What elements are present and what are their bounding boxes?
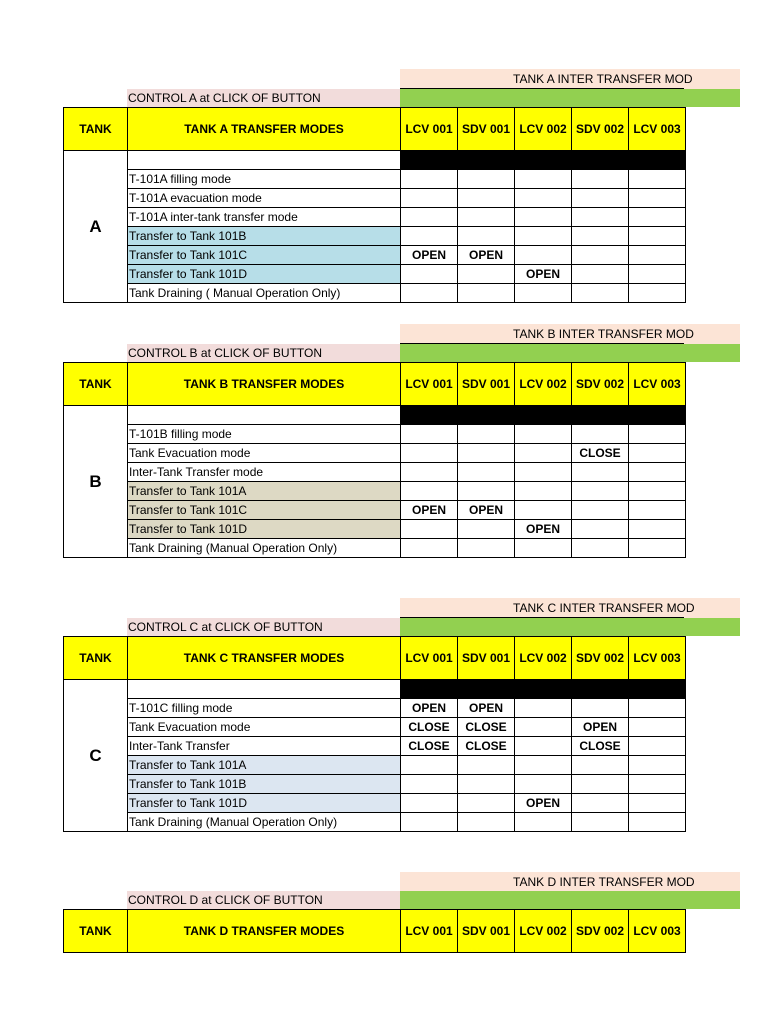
control-button-label[interactable]: CONTROL C at CLICK OF BUTTON: [127, 618, 400, 636]
table-header-row: [64, 637, 686, 680]
modes-column-header: TANK D TRANSFER MODES: [128, 910, 401, 953]
table-row[interactable]: Tank Evacuation mode CLOSE CLOSE OPEN: [64, 718, 686, 737]
modes-column-header: TANK A TRANSFER MODES: [128, 108, 401, 151]
table-row[interactable]: [64, 227, 686, 246]
valve-column-header: SDV 002: [572, 363, 629, 406]
mode-label: T-101A inter-tank transfer mode: [128, 208, 401, 227]
mode-title: TANK B INTER TRANSFER MOD: [513, 327, 694, 341]
mode-title-bar: [400, 598, 740, 618]
valve-column-header: SDV 001: [458, 363, 515, 406]
valve-column-header: LCV 002: [515, 910, 572, 953]
table-header-row: [64, 108, 686, 151]
table-row[interactable]: [64, 775, 686, 794]
mode-label: Transfer to Tank 101B: [128, 227, 401, 246]
separator-row: [64, 151, 686, 170]
mode-title: TANK C INTER TRANSFER MOD: [513, 601, 695, 615]
valve-column-header: LCV 003: [629, 363, 686, 406]
transfer-table: [63, 107, 686, 303]
valve-column-header: LCV 003: [629, 108, 686, 151]
table-row[interactable]: [64, 284, 686, 303]
table-row[interactable]: [64, 208, 686, 227]
table-row[interactable]: [64, 756, 686, 775]
mode-label: T-101B filling mode: [128, 425, 401, 444]
valve-column-header: LCV 001: [401, 108, 458, 151]
mode-label: Transfer to Tank 101A: [128, 482, 401, 501]
valve-column-header: SDV 001: [458, 637, 515, 680]
mode-title-bar: [400, 872, 740, 892]
control-button-label[interactable]: CONTROL D at CLICK OF BUTTON: [127, 891, 400, 909]
table-row[interactable]: Tank Evacuation mode CLOSE: [64, 444, 686, 463]
valve-column-header: SDV 001: [458, 108, 515, 151]
modes-column-header: TANK C TRANSFER MODES: [128, 637, 401, 680]
table-row[interactable]: Inter-Tank Transfer CLOSE CLOSE CLOSE: [64, 737, 686, 756]
table-row[interactable]: Transfer to Tank 101C OPEN OPEN: [64, 501, 686, 520]
mode-label: Transfer to Tank 101C: [128, 501, 401, 520]
table-row[interactable]: Transfer to Tank 101D OPEN: [64, 794, 686, 813]
control-status-bar: [400, 618, 740, 636]
modes-column-header: TANK B TRANSFER MODES: [128, 363, 401, 406]
valve-column-header: LCV 001: [401, 910, 458, 953]
mode-label: Tank Draining (Manual Operation Only): [128, 813, 401, 832]
control-button-label[interactable]: CONTROL A at CLICK OF BUTTON: [127, 89, 400, 107]
mode-label: Tank Evacuation mode: [128, 718, 401, 737]
mode-label: T-101C filling mode: [128, 699, 401, 718]
table-row[interactable]: Transfer to Tank 101D OPEN: [64, 520, 686, 539]
table-row[interactable]: T-101C filling mode OPEN OPEN: [64, 699, 686, 718]
valve-column-header: SDV 002: [572, 637, 629, 680]
tank-column-header: TANK: [64, 910, 128, 953]
mode-title: TANK D INTER TRANSFER MOD: [513, 875, 695, 889]
control-status-bar: [400, 891, 740, 909]
table-header-row: [64, 910, 686, 953]
mode-label: T-101A evacuation mode: [128, 189, 401, 208]
table-row[interactable]: Transfer to Tank 101C OPEN OPEN: [64, 246, 686, 265]
table-row[interactable]: [64, 170, 686, 189]
tank-label: A: [64, 151, 128, 303]
table-row[interactable]: [64, 463, 686, 482]
control-button-label[interactable]: CONTROL B at CLICK OF BUTTON: [127, 344, 400, 362]
mode-label: Inter-Tank Transfer: [128, 737, 401, 756]
mode-label: Tank Draining ( Manual Operation Only): [128, 284, 401, 303]
mode-label: Transfer to Tank 101D: [128, 265, 401, 284]
mode-label: Transfer to Tank 101A: [128, 756, 401, 775]
transfer-table: [63, 909, 686, 953]
mode-label: T-101A filling mode: [128, 170, 401, 189]
table-header-row: [64, 363, 686, 406]
tank-label: C: [64, 680, 128, 832]
tank-column-header: TANK: [64, 108, 128, 151]
mode-label: Inter-Tank Transfer mode: [128, 463, 401, 482]
table-row[interactable]: [64, 539, 686, 558]
valve-column-header: SDV 002: [572, 108, 629, 151]
valve-column-header: LCV 002: [515, 363, 572, 406]
valve-column-header: LCV 003: [629, 910, 686, 953]
table-row[interactable]: Transfer to Tank 101D OPEN: [64, 265, 686, 284]
table-row[interactable]: [64, 482, 686, 501]
valve-column-header: LCV 001: [401, 637, 458, 680]
table-row[interactable]: [64, 425, 686, 444]
tank-column-header: TANK: [64, 363, 128, 406]
mode-label: Transfer to Tank 101D: [128, 520, 401, 539]
table-row[interactable]: [64, 813, 686, 832]
valve-column-header: LCV 003: [629, 637, 686, 680]
mode-label: Tank Draining (Manual Operation Only): [128, 539, 401, 558]
mode-title-bar: [400, 324, 740, 344]
mode-label: Transfer to Tank 101C: [128, 246, 401, 265]
mode-title-bar: [400, 69, 740, 89]
valve-column-header: SDV 002: [572, 910, 629, 953]
control-status-bar: [400, 344, 740, 362]
transfer-table: [63, 636, 686, 832]
separator-row: [64, 406, 686, 425]
separator-row: [64, 680, 686, 699]
tank-column-header: TANK: [64, 637, 128, 680]
mode-label: Transfer to Tank 101B: [128, 775, 401, 794]
tank-label: B: [64, 406, 128, 558]
mode-label: Transfer to Tank 101D: [128, 794, 401, 813]
table-row[interactable]: [64, 189, 686, 208]
valve-column-header: LCV 002: [515, 637, 572, 680]
transfer-table: [63, 362, 686, 558]
valve-column-header: LCV 001: [401, 363, 458, 406]
valve-column-header: SDV 001: [458, 910, 515, 953]
mode-title: TANK A INTER TRANSFER MOD: [513, 72, 693, 86]
control-status-bar: [400, 89, 740, 107]
valve-column-header: LCV 002: [515, 108, 572, 151]
mode-label: Tank Evacuation mode: [128, 444, 401, 463]
